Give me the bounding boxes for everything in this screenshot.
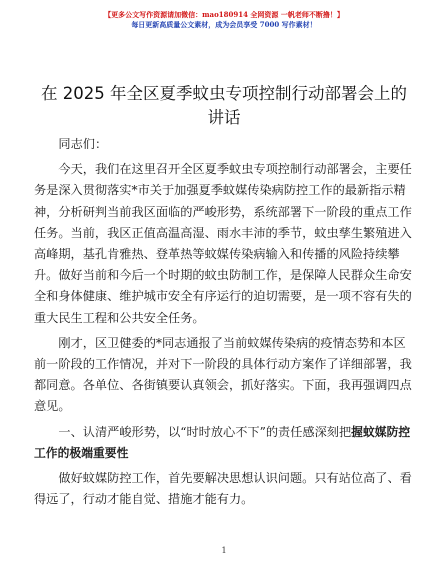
header-banner [0, 10, 448, 30]
document-title: 在 2025 年全区夏季蚊虫专项控制行动部署会上的讲话 [41, 84, 407, 127]
paragraph-briefing: 刚才，区卫健委的*同志通报了当前蚊媒传染病的疫情态势和本区前一阶段的工作情况，并对下一阶段的具体行动方案作了详细部署，我都同意。各单位、各街镇要认真领会，抓好落实。下面，我再强调四点意见。 [34, 335, 412, 414]
paragraph-awareness: 做好蚊媒防控工作，首先要解决思想认识问题。只有站位高了、看得远了，行动才能自觉、措施才能有力。 [34, 471, 412, 507]
salutation: 同志们： [58, 137, 108, 151]
page-number: 1 [221, 546, 227, 555]
section-heading-1 [34, 422, 414, 464]
banner-line-promo: 【更多公文写作资源请加微信：mao180914 全网资源 一帆老师不断撸！】 [104, 10, 344, 19]
document-body [34, 134, 414, 510]
section-heading-1-text: 一、认清严峻形势，以“时时放心不下”的责任感深刻把 [58, 424, 352, 439]
paragraph-intro: 今天，我们在这里召开全区夏季蚊虫专项控制行动部署会，主要任务是深入贯彻落实*市关于加强夏季蚊媒传染病防控工作的最新指示精神，分析研判当前我区面临的严峻形势，系统部署下一阶段的重点工作任务。当前，我区正值高温高湿、雨水丰沛的季节，蚊虫孳生繁殖进入高峰期，基孔肯雅热、登革热等蚊媒传染病输入和传播的风险持续攀升。做好当前和今后一个时期的蚊虫防制工作，是保障人民群众生命安全和身体健康、维护城市安全有序运行的迫切需要，是一项不容有失的重大民生工程和公共安全任务。 [34, 162, 412, 325]
banner-line-membership: 每日更新高质量公文素材，成为会员享受 7000 写作素材！ [131, 20, 317, 29]
section-heading-1-bold: 握蚊媒防控工作的极端重要性 [34, 424, 411, 460]
